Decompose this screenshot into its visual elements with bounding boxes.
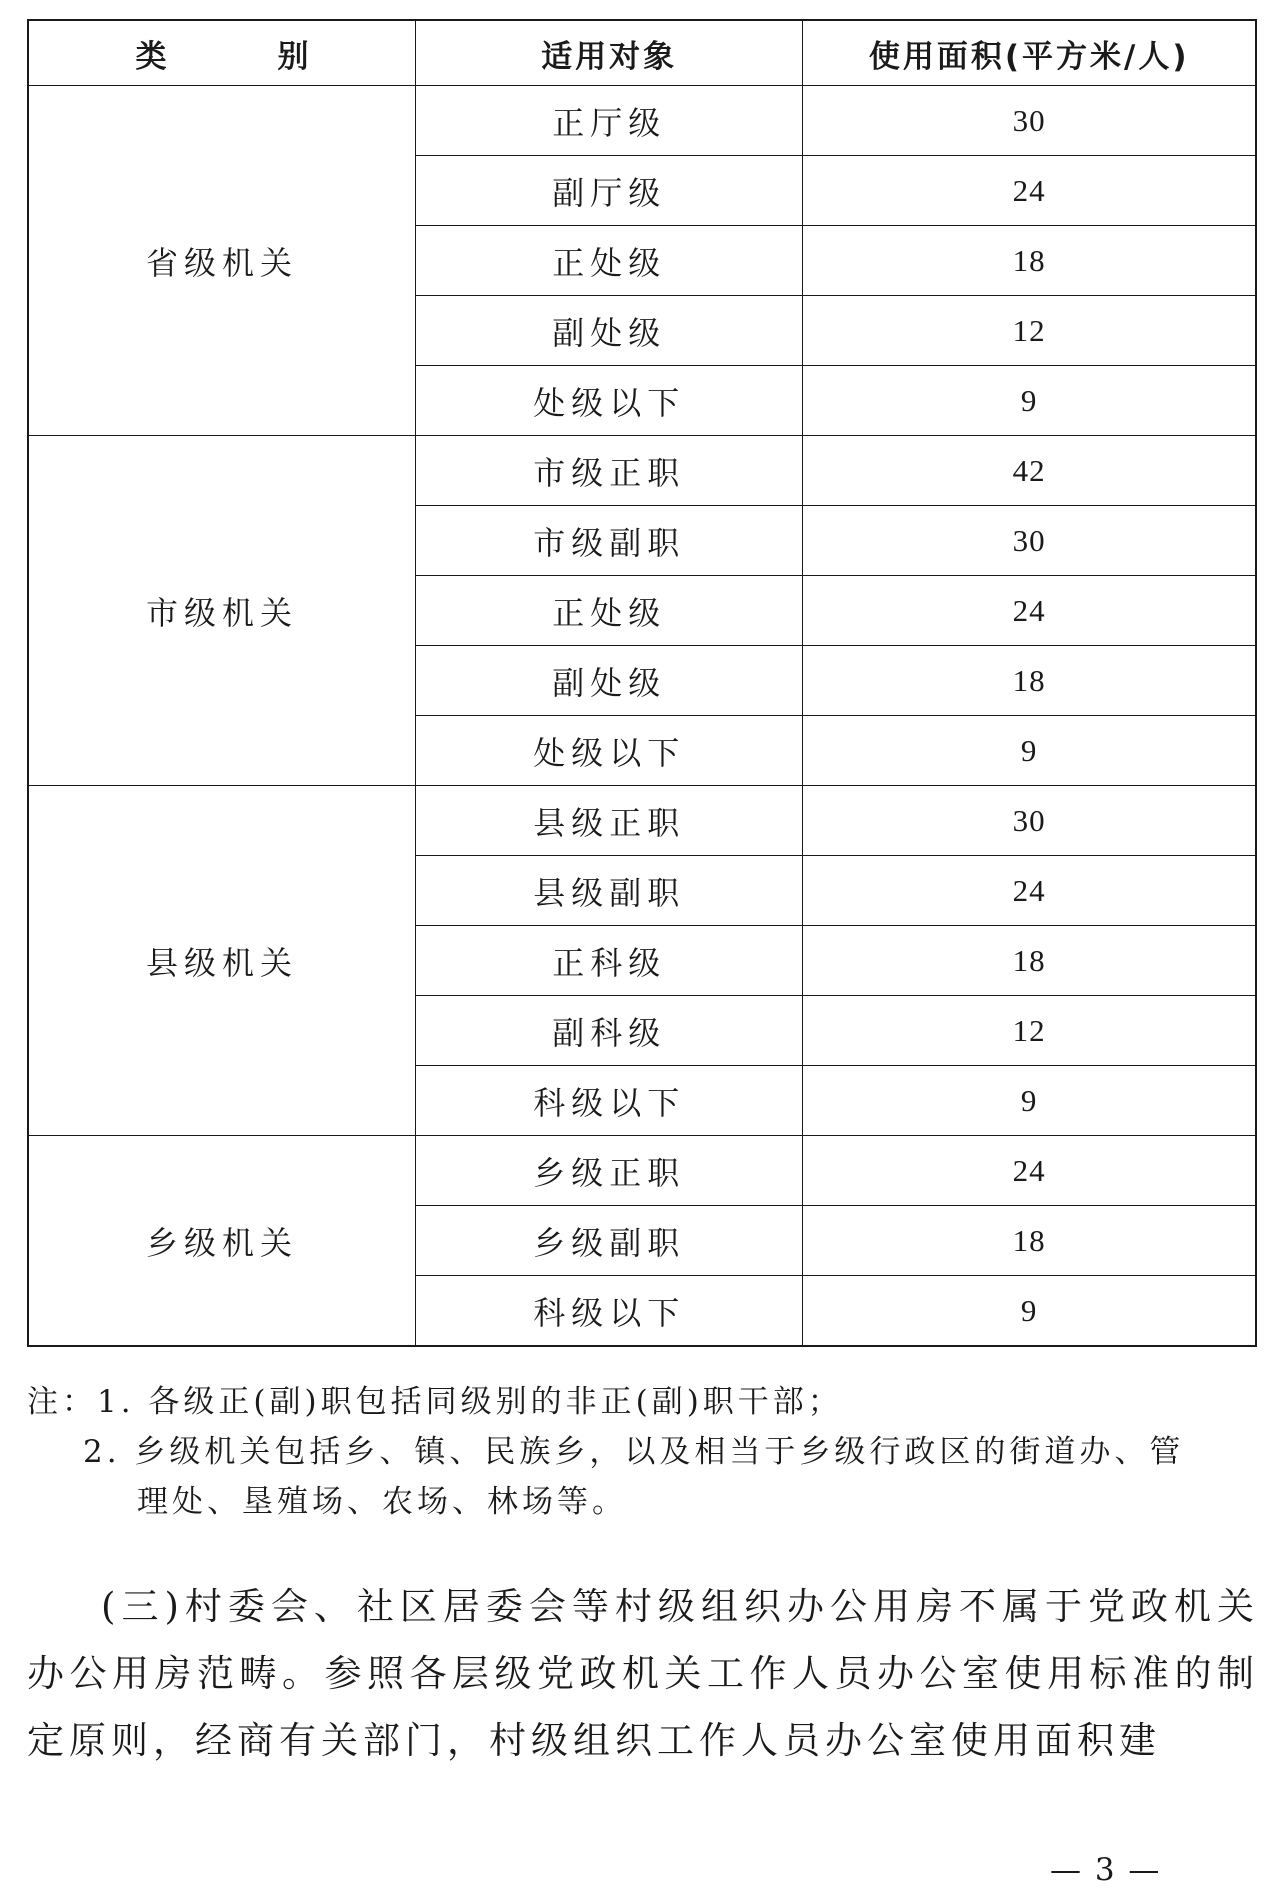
area-cell: 24 (803, 1136, 1256, 1206)
area-cell: 18 (803, 1206, 1256, 1276)
table-body (28, 86, 1256, 1347)
area-cell: 12 (803, 996, 1256, 1066)
area-cell: 24 (803, 576, 1256, 646)
target-cell: 县级副职 (416, 856, 803, 926)
target-cell: 处级以下 (416, 716, 803, 786)
area-cell: 30 (803, 786, 1256, 856)
area-cell: 24 (803, 156, 1256, 226)
target-cell: 副处级 (416, 296, 803, 366)
category-cell: 乡级机关 (28, 1136, 416, 1347)
header-target: 适用对象 (416, 20, 803, 86)
table-notes (27, 1377, 1257, 1527)
target-cell: 正处级 (416, 226, 803, 296)
table-row (28, 1136, 1256, 1206)
category-cell: 县级机关 (28, 786, 416, 1136)
target-cell: 科级以下 (416, 1276, 803, 1347)
area-cell: 18 (803, 926, 1256, 996)
category-cell: 省级机关 (28, 86, 416, 436)
target-cell: 副厅级 (416, 156, 803, 226)
target-cell: 县级正职 (416, 786, 803, 856)
table-row (28, 786, 1256, 856)
header-category: 类 别 (28, 20, 416, 86)
target-cell: 乡级正职 (416, 1136, 803, 1206)
area-cell: 30 (803, 506, 1256, 576)
area-cell: 42 (803, 436, 1256, 506)
target-cell: 处级以下 (416, 366, 803, 436)
table-row (28, 436, 1256, 506)
page-number: — 3 — (1050, 1852, 1162, 1888)
header-area: 使用面积(平方米/人) (803, 20, 1256, 86)
area-cell: 9 (803, 1066, 1256, 1136)
target-cell: 正厅级 (416, 86, 803, 156)
area-cell: 9 (803, 366, 1256, 436)
area-cell: 18 (803, 646, 1256, 716)
target-cell: 副处级 (416, 646, 803, 716)
note-line-2: 2. 乡级机关包括乡、镇、民族乡，以及相当于乡级行政区的街道办、管 (83, 1434, 1185, 1470)
area-cell: 12 (803, 296, 1256, 366)
target-cell: 正科级 (416, 926, 803, 996)
note-line-3: 理处、垦殖场、农场、林场等。 (137, 1484, 627, 1520)
target-cell: 正处级 (416, 576, 803, 646)
area-cell: 9 (803, 716, 1256, 786)
area-cell: 18 (803, 226, 1256, 296)
category-cell: 市级机关 (28, 436, 416, 786)
note-line-1: 注：1. 各级正(副)职包括同级别的非正(副)职干部； (27, 1384, 843, 1420)
area-cell: 9 (803, 1276, 1256, 1347)
target-cell: 副科级 (416, 996, 803, 1066)
body-paragraph: (三)村委会、社区居委会等村级组织办公用房不属于党政机关办公用房范畴。参照各层级党政机关工作人员办公室使用标准的制定原则，经商有关部门，村级组织工作人员办公室使用面积建 (27, 1585, 1259, 1762)
target-cell: 市级副职 (416, 506, 803, 576)
office-area-standard-table (27, 19, 1257, 1347)
table-header-row (28, 20, 1256, 86)
target-cell: 市级正职 (416, 436, 803, 506)
area-cell: 24 (803, 856, 1256, 926)
table-row (28, 86, 1256, 156)
target-cell: 科级以下 (416, 1066, 803, 1136)
area-cell: 30 (803, 86, 1256, 156)
target-cell: 乡级副职 (416, 1206, 803, 1276)
